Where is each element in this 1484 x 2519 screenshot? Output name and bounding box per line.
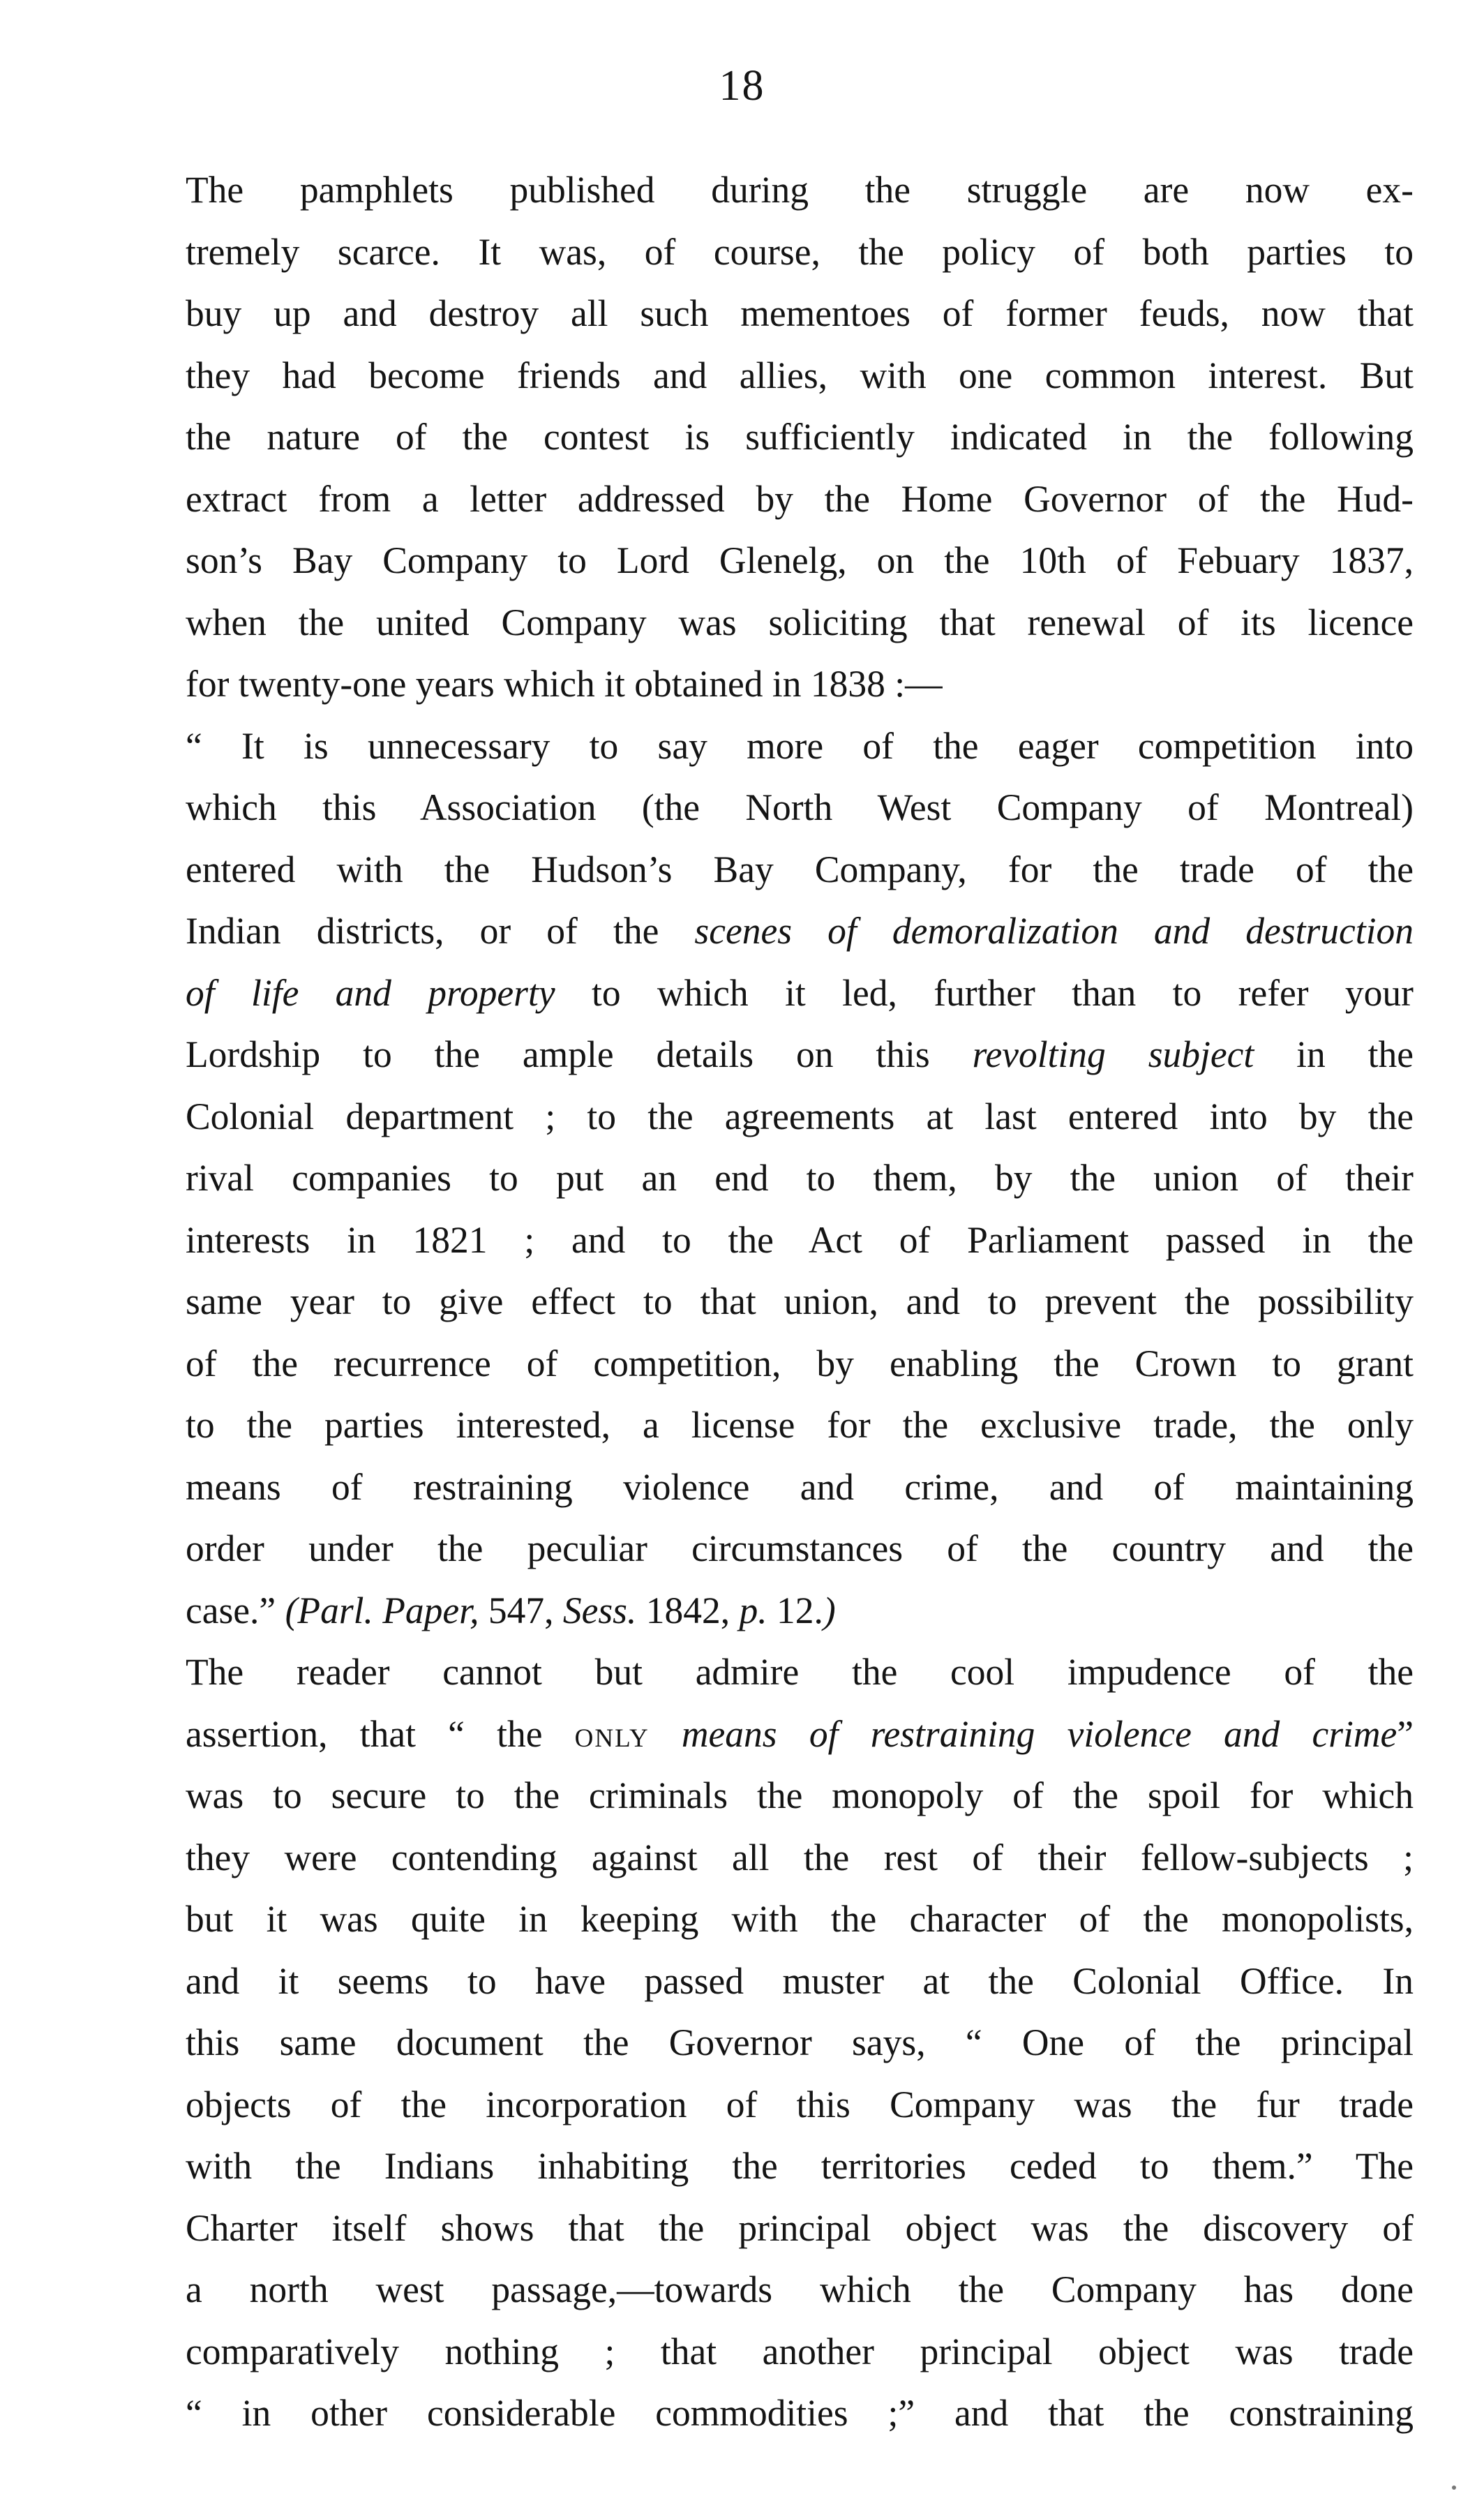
text-line: when the united Company was soliciting that renewal of its licence (186, 601, 1414, 643)
text-line: of the recurrence of competition, by enabling the Crown to grant (186, 1342, 1414, 1384)
text-line: with the Indians inhabiting the territories ceded to them.” The (186, 2145, 1414, 2187)
text-line: a north west passage,—towards which the Company has done (186, 2268, 1414, 2310)
text-line: order under the peculiar circumstances of the country and the (186, 1527, 1414, 1569)
small-caps-emphasis: only (574, 1712, 650, 1755)
paragraph-reader (81, 1641, 1414, 2444)
text-line: this same document the Governor says, “ One of the principal (186, 2021, 1414, 2063)
text-line: which this Association (the North West Company of Montreal) (186, 786, 1414, 828)
text-line: they were contending against all the rest of their fellow-subjects ; (186, 1836, 1414, 1878)
text-line: The reader cannot but admire the cool impudence of the (186, 1651, 1414, 1693)
text-line: rival companies to put an end to them, by the union of their (186, 1157, 1414, 1199)
text-line: “ It is unnecessary to say more of the eager competition into (186, 724, 1414, 767)
text-line: means of restraining violence and crime, and of maintaining (186, 1465, 1414, 1508)
print-speck (1452, 2486, 1456, 2490)
text-line: but it was quite in keeping with the character of the monopolists, (186, 1898, 1414, 1940)
italic-emphasis: scenes of demoralization and destruction (694, 910, 1414, 952)
text-line: son’s Bay Company to Lord Glenelg, on the 10th of Febuary 1837, (186, 539, 1414, 581)
italic-emphasis: of life and property (186, 971, 555, 1014)
text-line: the nature of the contest is sufficiently indicated in the following (186, 416, 1414, 458)
text-line: buy up and destroy all such mementoes of former feuds, now that (186, 292, 1414, 334)
text-run: Indian districts, or of the (186, 910, 659, 952)
text-line (81, 900, 1414, 962)
text-line: “ in other considerable commodities ;” and that the constraining (186, 2392, 1414, 2434)
italic-emphasis: revolting subject (972, 1033, 1254, 1075)
citation-paren: ) (823, 1589, 836, 1631)
citation-year: 1842, (645, 1589, 730, 1631)
text-run: assertion, that “ the (186, 1712, 543, 1755)
text-line: they had become friends and allies, with one common interest. But (186, 354, 1414, 396)
text-line (81, 1024, 1414, 1086)
text-run: ” (1397, 1712, 1414, 1755)
text-line: extract from a letter addressed by the Home Governor of the Hud- (186, 477, 1414, 520)
text-run: in the (1296, 1033, 1414, 1075)
page-number: 18 (719, 62, 765, 110)
text-line: for twenty-one years which it obtained in 1838 :— (186, 663, 943, 705)
text-line: was to secure to the criminals the monopoly of the spoil for which (186, 1774, 1414, 1816)
citation-number: 547, (488, 1589, 554, 1631)
paragraph-quotation (81, 715, 1414, 1642)
text-line: to the parties interested, a license for the exclusive trade, the only (186, 1404, 1414, 1446)
text-line: comparatively nothing ; that another principal object was trade (186, 2330, 1414, 2372)
text-line: objects of the incorporation of this Company was the fur trade (186, 2083, 1414, 2125)
text-line (81, 1703, 1414, 1765)
citation-paren: ( (285, 1589, 298, 1631)
text-run: to which it led, further than to refer your (591, 971, 1414, 1014)
text-line: and it seems to have passed muster at the Colonial Office. In (186, 1959, 1414, 2002)
text-line: Colonial department ; to the agreements at last entered into by the (186, 1095, 1414, 1137)
italic-emphasis: means of restraining violence and crime (681, 1712, 1397, 1755)
text-line: entered with the Hudson’s Bay Company, for the trade of the (186, 848, 1414, 890)
citation-line (81, 1580, 1414, 1642)
citation-session: Sess. (562, 1589, 637, 1631)
text-run: case.” (186, 1589, 276, 1631)
text-line: The pamphlets published during the struggle are now ex- (186, 169, 1414, 211)
text-line: same year to give effect to that union, and to prevent the possibility (186, 1280, 1414, 1322)
text-line: tremely scarce. It was, of course, the policy of both parties to (186, 230, 1414, 273)
citation-page-label: p. (739, 1589, 767, 1631)
text-run: Lordship to the ample details on this (186, 1033, 930, 1075)
text-line: interests in 1821 ; and to the Act of Parliament passed in the (186, 1218, 1414, 1261)
paragraph-pamphlets (81, 159, 1414, 715)
text-line (81, 962, 1414, 1024)
citation-source: Parl. Paper, (297, 1589, 479, 1631)
body-text (81, 159, 1414, 2444)
citation-page: 12. (776, 1589, 823, 1631)
text-line: Charter itself shows that the principal object was the discovery of (186, 2206, 1414, 2249)
